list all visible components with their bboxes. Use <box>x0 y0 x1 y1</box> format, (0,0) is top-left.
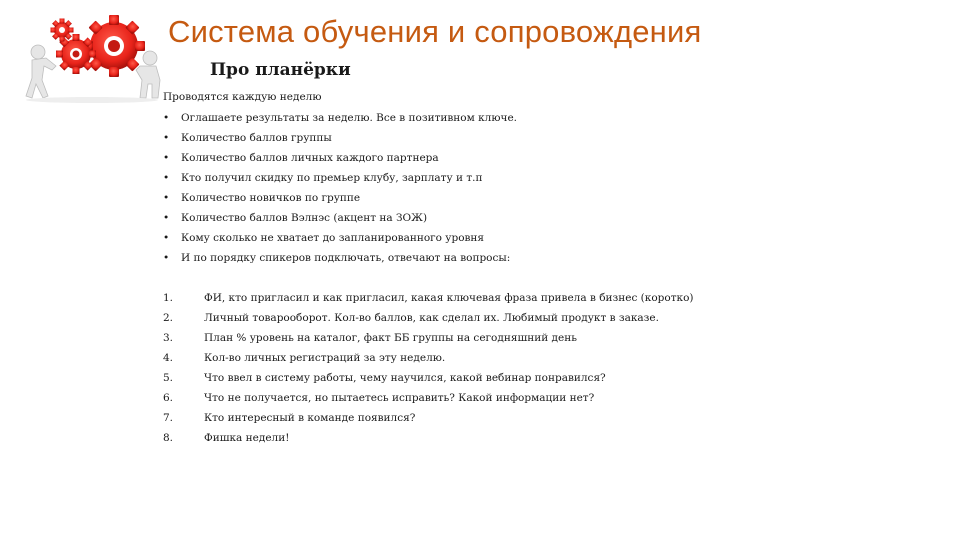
item-number: 8. <box>163 432 174 444</box>
item-text: Что ввел в систему работы, чему научился, какой вебинар понравился? <box>204 372 606 384</box>
item-number: 5. <box>163 372 174 384</box>
bullet-text: И по порядку спикеров подключать, отвечают на вопросы: <box>181 252 511 264</box>
bullet-marker: • <box>163 172 170 184</box>
bullet-marker: • <box>163 252 170 264</box>
item-number: 2. <box>163 312 174 324</box>
bullet-marker: • <box>163 152 170 164</box>
item-text: План % уровень на каталог, факт ББ группы на сегодняшний день <box>204 332 577 344</box>
bullet-marker: • <box>163 192 170 204</box>
bullet-text: Количество баллов группы <box>181 132 332 144</box>
bullet-marker: • <box>163 132 170 144</box>
item-text: Личный товарооборот. Кол-во баллов, как сделал их. Любимый продукт в заказе. <box>204 312 659 324</box>
item-number: 3. <box>163 332 174 344</box>
item-number: 7. <box>163 412 174 424</box>
bullet-marker: • <box>163 232 170 244</box>
section-subtitle: Про планёрки <box>210 60 351 80</box>
bullet-text: Кто получил скидку по премьер клубу, зарплату и т.п <box>181 172 483 184</box>
slide-title: Система обучения и сопровождения <box>168 14 702 49</box>
item-text: ФИ, кто пригласил и как пригласил, какая ключевая фраза привела в бизнес (коротко) <box>204 292 694 304</box>
bullet-text: Количество баллов Вэлнэс (акцент на ЗОЖ) <box>181 212 428 224</box>
item-number: 1. <box>163 292 174 304</box>
gears-with-figures-icon <box>18 8 166 104</box>
item-number: 4. <box>163 352 174 364</box>
bullet-text: Количество баллов личных каждого партнера <box>181 152 439 164</box>
bullet-text: Количество новичков по группе <box>181 192 361 204</box>
bullet-text: Оглашаете результаты за неделю. Все в позитивном ключе. <box>181 112 517 124</box>
intro-text: Проводятся каждую неделю <box>163 91 322 103</box>
item-text: Фишка недели! <box>204 432 290 444</box>
item-text: Кто интересный в команде появился? <box>204 412 416 424</box>
bullet-text: Кому сколько не хватает до запланированного уровня <box>181 232 485 244</box>
item-number: 6. <box>163 392 174 404</box>
item-text: Что не получается, но пытаетесь исправить? Какой информации нет? <box>204 392 595 404</box>
bullet-marker: • <box>163 112 170 124</box>
bullet-marker: • <box>163 212 170 224</box>
item-text: Кол-во личных регистраций за эту неделю. <box>204 352 446 364</box>
